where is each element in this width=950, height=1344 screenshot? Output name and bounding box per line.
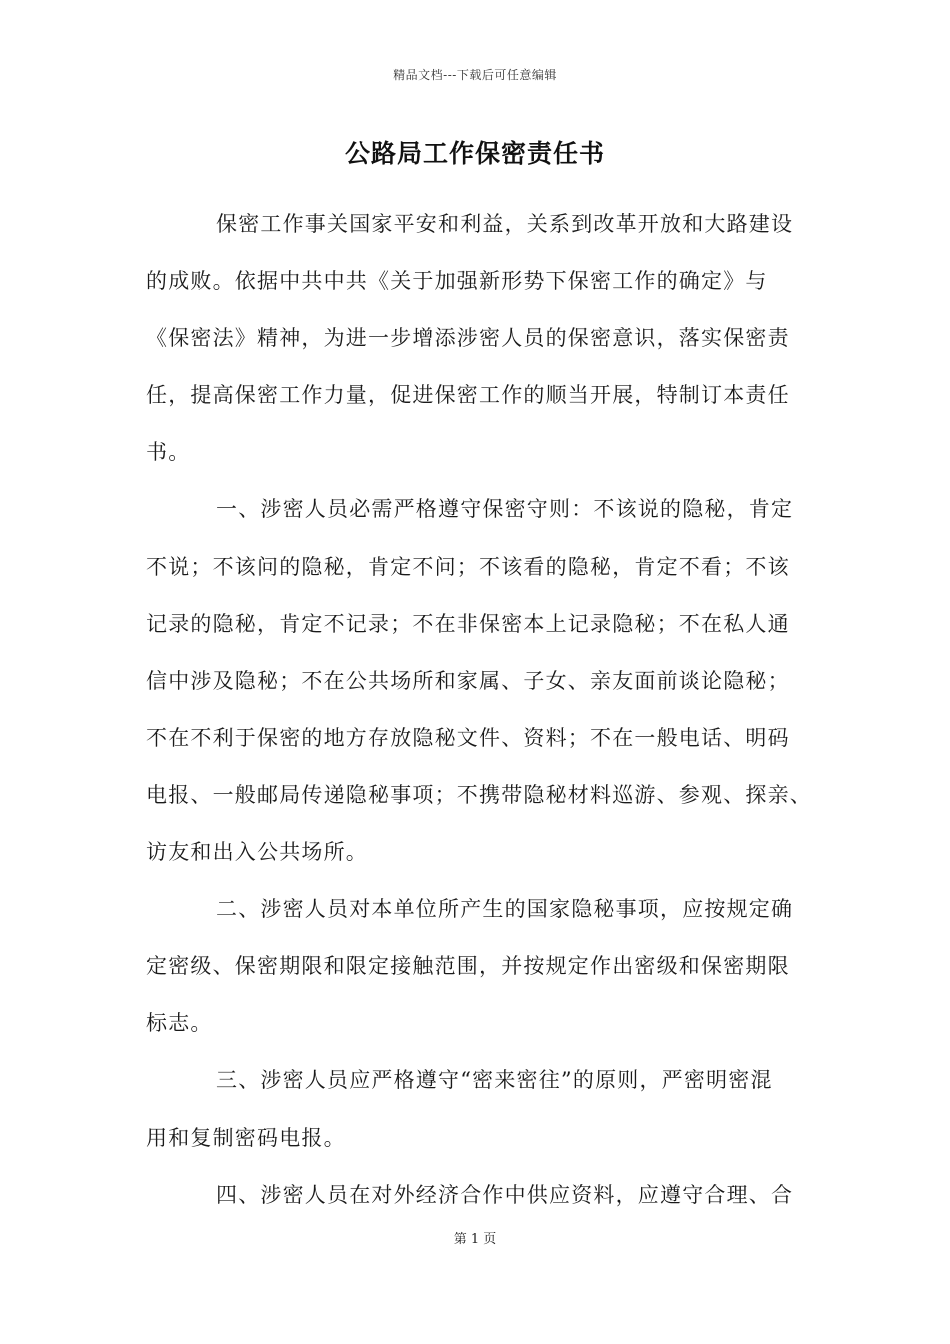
paragraph-line: 《保密法》精神，为进一步增添涉密人员的保密意识，落实保密责	[146, 326, 790, 351]
page-number: 第 1 页	[453, 1232, 497, 1247]
paragraph-line: 任，提高保密工作力量，促进保密工作的顺当开展，特制订本责任	[146, 383, 790, 408]
paragraph-line: 四、涉密人员在对外经济合作中供应资料，应遵守合理、合	[216, 1182, 794, 1207]
paragraph-line: 访友和出入公共场所。	[146, 840, 368, 865]
paragraph-line: 保密工作事关国家平安和利益，关系到改革开放和大路建设	[216, 212, 794, 236]
paragraph-line: 定密级、保密期限和限定接触范围，并按规定作出密级和保密期限	[146, 954, 790, 979]
paragraph-line: 标志。	[146, 1011, 213, 1036]
document-title: 公路局工作保密责任书	[344, 139, 605, 168]
paragraph-line: 信中涉及隐秘；不在公共场所和家属、子女、亲友面前谈论隐秘；	[146, 668, 790, 693]
paragraph-line: 记录的隐秘，肯定不记录；不在非保密本上记录隐秘；不在私人通	[146, 611, 790, 636]
paragraph-line: 书。	[146, 440, 191, 465]
paragraph-line: 用和复制密码电报。	[146, 1125, 346, 1150]
paragraph-line: 的成败。依据中共中共《关于加强新形势下保密工作的确定》与	[146, 269, 768, 294]
paragraph-line: 不在不利于保密的地方存放隐秘文件、资料；不在一般电话、明码	[146, 725, 790, 750]
paragraph-line: 不说；不该问的隐秘，肯定不问；不该看的隐秘，肯定不看；不该	[146, 554, 790, 579]
paragraph-line: 二、涉密人员对本单位所产生的国家隐秘事项，应按规定确	[216, 897, 794, 922]
paragraph-line: 三、涉密人员应严格遵守“密来密往”的原则，严密明密混	[216, 1068, 773, 1093]
paragraph-line: 一、涉密人员必需严格遵守保密守则：不该说的隐秘，肯定	[216, 497, 794, 522]
paragraph-line: 电报、一般邮局传递隐秘事项；不携带隐秘材料巡游、参观、探亲、	[146, 782, 812, 807]
page-header: 精品文档---下载后可任意编辑	[393, 68, 557, 82]
document-body	[146, 196, 816, 1224]
